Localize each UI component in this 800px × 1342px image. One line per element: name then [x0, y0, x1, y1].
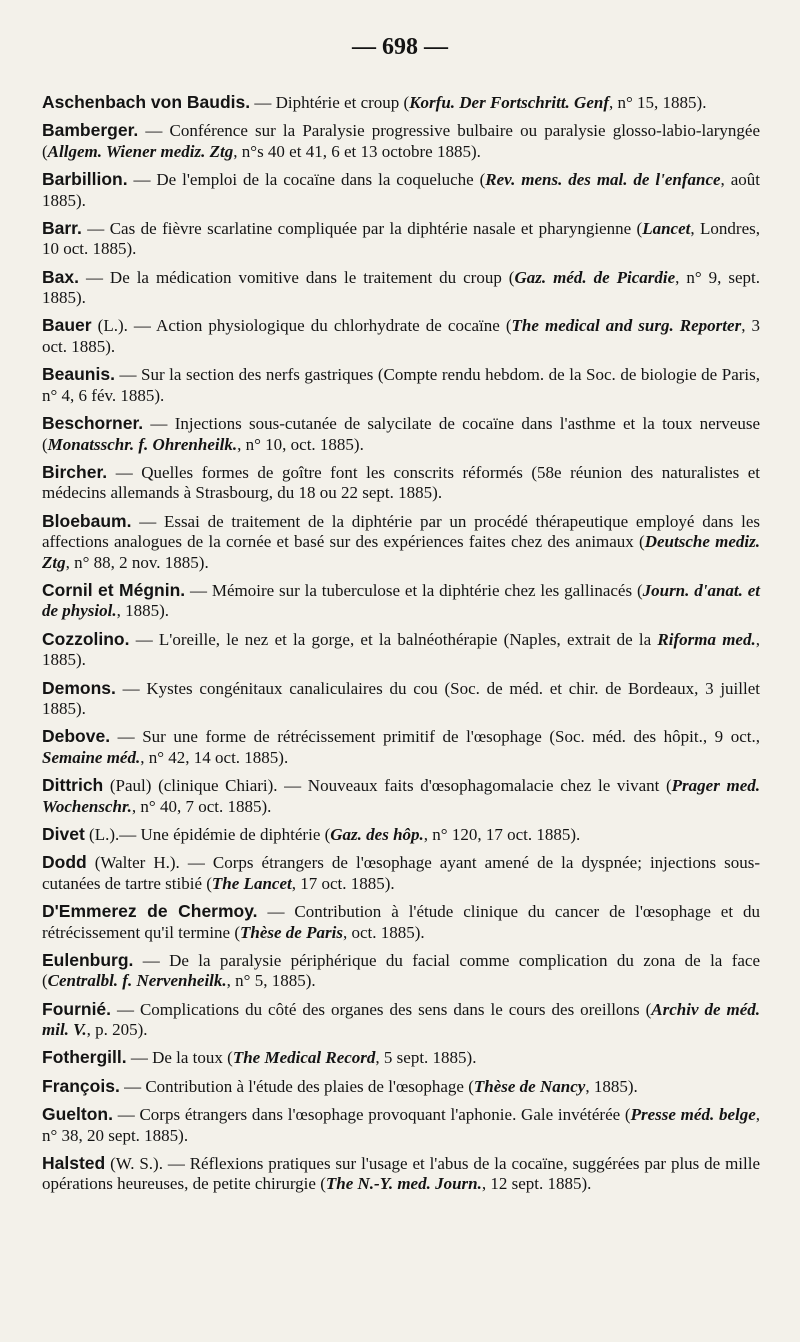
entry-text: — Injections sous-cutanée de salycilate de cocaïne dans l'asthme et la toux nerveuse (	[42, 414, 760, 454]
author-name: Fothergill.	[42, 1047, 127, 1068]
entry-text: — Contribution à l'étude des plaies de l'œsophage (	[119, 1076, 474, 1096]
author-name: Cornil et Mégnin.	[42, 579, 186, 600]
entry-text: — Conférence sur la Paralysie progressive bulbaire ou paralysie glosso-labio-laryngée (	[42, 121, 760, 161]
author-name: Halsted	[42, 1152, 106, 1173]
entry-citation: , n° 120, 17 oct. 1885).	[423, 824, 581, 844]
entry-citation: , n° 38, 20 sept. 1885).	[42, 1105, 761, 1145]
bibliography-entry	[42, 92, 760, 114]
publication-title: Semaine méd.	[42, 747, 141, 767]
author-name: Barbillion.	[42, 169, 128, 190]
bibliography-entry	[42, 775, 760, 817]
author-name: Barr.	[42, 217, 82, 238]
entry-citation: , n° 5, 1885).	[226, 971, 316, 991]
publication-title: Riforma med.	[657, 629, 756, 649]
author-initials: (L.).	[84, 824, 120, 844]
publication-title: Rev. mens. des mal. de l'enfance	[485, 170, 721, 190]
entry-citation: , 3 oct. 1885).	[42, 316, 760, 356]
entry-citation: , n° 9, sept. 1885).	[42, 267, 760, 308]
author-name: D'Emmerez de Chermoy.	[42, 901, 258, 922]
bibliography-entry	[42, 511, 760, 574]
publication-title: Lancet	[642, 218, 691, 238]
author-name: Cozzolino.	[42, 628, 130, 649]
author-name: Divet	[42, 823, 85, 844]
bibliography-entry	[42, 1104, 760, 1146]
bibliography-entry	[42, 629, 760, 671]
author-initials: (W. S.).	[105, 1153, 163, 1173]
author-name: Debove.	[42, 726, 111, 747]
entry-citation: , n° 42, 14 oct. 1885).	[140, 747, 289, 767]
publication-title: The medical and surg. Reporter	[511, 316, 742, 336]
entry-citation: , n° 15, 1885).	[608, 93, 707, 112]
publication-title: The Lancet	[211, 873, 292, 893]
bibliography-entry	[42, 1153, 760, 1195]
publication-title: Gaz. des hôp.	[330, 824, 424, 844]
author-name: Bircher.	[42, 461, 108, 482]
entry-text: — Mémoire sur la tuberculose et la diphtérie chez les gallinacés (	[185, 580, 643, 600]
bibliography-entry	[42, 824, 760, 846]
entry-text: — Une épidémie de diphtérie (	[119, 824, 331, 844]
bibliography-entry	[42, 901, 760, 943]
publication-title: Gaz. méd. de Picardie	[514, 267, 676, 287]
bibliography-entry	[42, 1047, 760, 1069]
entry-text: — Cas de fièvre scarlatine compliquée par la diphtérie nasale et pharyngienne (	[81, 218, 643, 238]
entry-text: — Complications du côté des organes des sens dans le cours des oreillons (	[111, 999, 652, 1019]
publication-title: Centralbl. f. Nervenheilk.	[47, 971, 227, 991]
publication-title: Monatsschr. f. Ohrenheilk.	[47, 434, 238, 454]
entry-text: — Nouveaux faits d'œsophagomalacie chez le vivant (	[277, 776, 672, 796]
author-initials: (Paul) (clinique Chiari).	[103, 776, 278, 796]
bibliography-entry	[42, 678, 760, 720]
bibliography-entry	[42, 950, 760, 992]
entry-citation: , n° 40, 7 oct. 1885).	[131, 796, 272, 816]
entry-citation: , n° 10, oct. 1885).	[237, 434, 364, 454]
publication-title: The N.-Y. med. Journ.	[325, 1174, 482, 1194]
author-name: Dittrich	[42, 775, 104, 796]
entry-text: — Corps étrangers dans l'œsophage provoquant l'aphonie. Gale invétérée (	[112, 1105, 631, 1125]
bibliography-entry	[42, 413, 760, 455]
entry-citation: , n°s 40 et 41, 6 et 13 octobre 1885).	[233, 141, 481, 161]
entry-citation: , 1885).	[42, 629, 760, 670]
entry-text: — Kystes congénitaux canaliculaires du cou (Soc. de méd. et chir. de Bordeaux, 3 juillet 1885).	[42, 678, 760, 719]
entry-citation: , 12 sept. 1885).	[481, 1174, 592, 1194]
publication-title: Archiv de méd. mil. V.	[42, 999, 761, 1040]
bibliography-entry	[42, 1076, 760, 1098]
entry-citation: , Londres, 10 oct. 1885).	[42, 218, 760, 259]
bibliography-entry	[42, 169, 760, 211]
entry-citation: , n° 88, 2 nov. 1885).	[65, 552, 209, 572]
author-name: Beschorner.	[42, 413, 144, 434]
author-name: Bloebaum.	[42, 510, 132, 531]
entry-text: — Sur la section des nerfs gastriques (Compte rendu hebdom. de la Soc. de biologie de Paris, n° 4, 6 fév. 1885).	[42, 365, 760, 405]
bibliography-entry	[42, 315, 760, 357]
author-name: Bauer	[42, 315, 92, 336]
entry-text: — Essai de traitement de la diphtérie par un procédé thérapeutique employé dans les affections analogues de la cornée et basé sur des expériences faites chez des animaux (	[42, 511, 760, 552]
author-name: Guelton.	[42, 1104, 113, 1125]
bibliography-entry	[42, 462, 760, 504]
entry-text: — De la paralysie périphérique du facial comme complication du zona de la face (	[42, 950, 760, 991]
entry-citation: , août 1885).	[42, 170, 760, 210]
author-name: Aschenbach von Baudis.	[42, 92, 251, 112]
author-initials: (Walter H.).	[86, 853, 180, 873]
publication-title: Allgem. Wiener mediz. Ztg	[47, 141, 234, 161]
bibliography-entry	[42, 580, 760, 622]
entry-text: — Contribution à l'étude clinique du cancer de l'œsophage et du rétrécissement qu'il termine (	[42, 902, 760, 942]
entry-citation: , p. 205).	[86, 1020, 148, 1040]
page-number: — 698 —	[352, 34, 448, 60]
bibliography-entry	[42, 999, 760, 1041]
entry-citation: , 17 oct. 1885).	[291, 873, 395, 893]
entry-text: — De la toux (	[126, 1048, 233, 1068]
entry-citation: , 1885).	[116, 601, 170, 621]
entry-text: — Réflexions pratiques sur l'usage et l'abus de la cocaïne, suggérées par plus de mille opérations heureuses, de petite chirurgie (	[42, 1153, 761, 1194]
bibliography-entry	[42, 218, 760, 260]
entry-citation: , 5 sept. 1885).	[375, 1048, 477, 1068]
bibliography-entry	[42, 852, 760, 894]
bibliography-entry	[42, 364, 760, 406]
publication-title: Journ. d'anat. et de physiol.	[42, 580, 760, 621]
bibliography-entry	[42, 726, 760, 768]
entry-text: — L'oreille, le nez et la gorge, et la balnéothérapie (Naples, extrait de la	[129, 629, 658, 649]
publication-title: Deutsche mediz. Ztg	[42, 532, 761, 572]
author-name: Demons.	[42, 677, 116, 698]
publication-title: The Medical Record	[232, 1048, 376, 1068]
publication-title: Thèse de Paris	[240, 922, 343, 942]
author-name: Dodd	[42, 852, 87, 873]
entry-text: — Diphtérie et croup (	[250, 93, 410, 112]
publication-title: Prager med. Wochenschr.	[42, 776, 760, 816]
entry-text: — Corps étrangers de l'œsophage ayant amené de la dyspnée; injections sous-cutanées de tartre stibié (	[42, 853, 760, 893]
author-name: Bamberger.	[42, 120, 139, 141]
entry-text: — Quelles formes de goître font les conscrits réformés (58e réunion des naturalistes et médecins allemands à Strasbourg, du 18 ou 22 sept. 1885).	[42, 462, 760, 503]
publication-title: Korfu. Der Fortschritt. Genf	[409, 93, 609, 112]
author-name: Eulenburg.	[42, 949, 134, 970]
entry-text: — Action physiologique du chlorhydrate de cocaïne (	[127, 316, 512, 336]
author-name: Fournié.	[42, 998, 112, 1019]
author-name: Beaunis.	[42, 364, 115, 385]
author-initials: (L.).	[91, 316, 128, 336]
author-name: Bax.	[42, 266, 79, 287]
entry-citation: , oct. 1885).	[342, 922, 425, 942]
author-name: François.	[42, 1075, 120, 1096]
publication-title: Presse méd. belge	[630, 1105, 756, 1125]
bibliography-entry	[42, 267, 760, 309]
entry-text: — De la médication vomitive dans le traitement du croup (	[78, 267, 515, 287]
publication-title: Thèse de Nancy	[473, 1076, 586, 1096]
bibliography-list	[42, 92, 760, 1195]
bibliography-entry	[42, 120, 760, 162]
entry-citation: , 1885).	[585, 1076, 638, 1096]
entry-text: — De l'emploi de la cocaïne dans la coqueluche (	[127, 170, 486, 190]
entry-text: — Sur une forme de rétrécissement primitif de l'œsophage (Soc. méd. des hôpit., 9 oct.,	[110, 727, 760, 747]
